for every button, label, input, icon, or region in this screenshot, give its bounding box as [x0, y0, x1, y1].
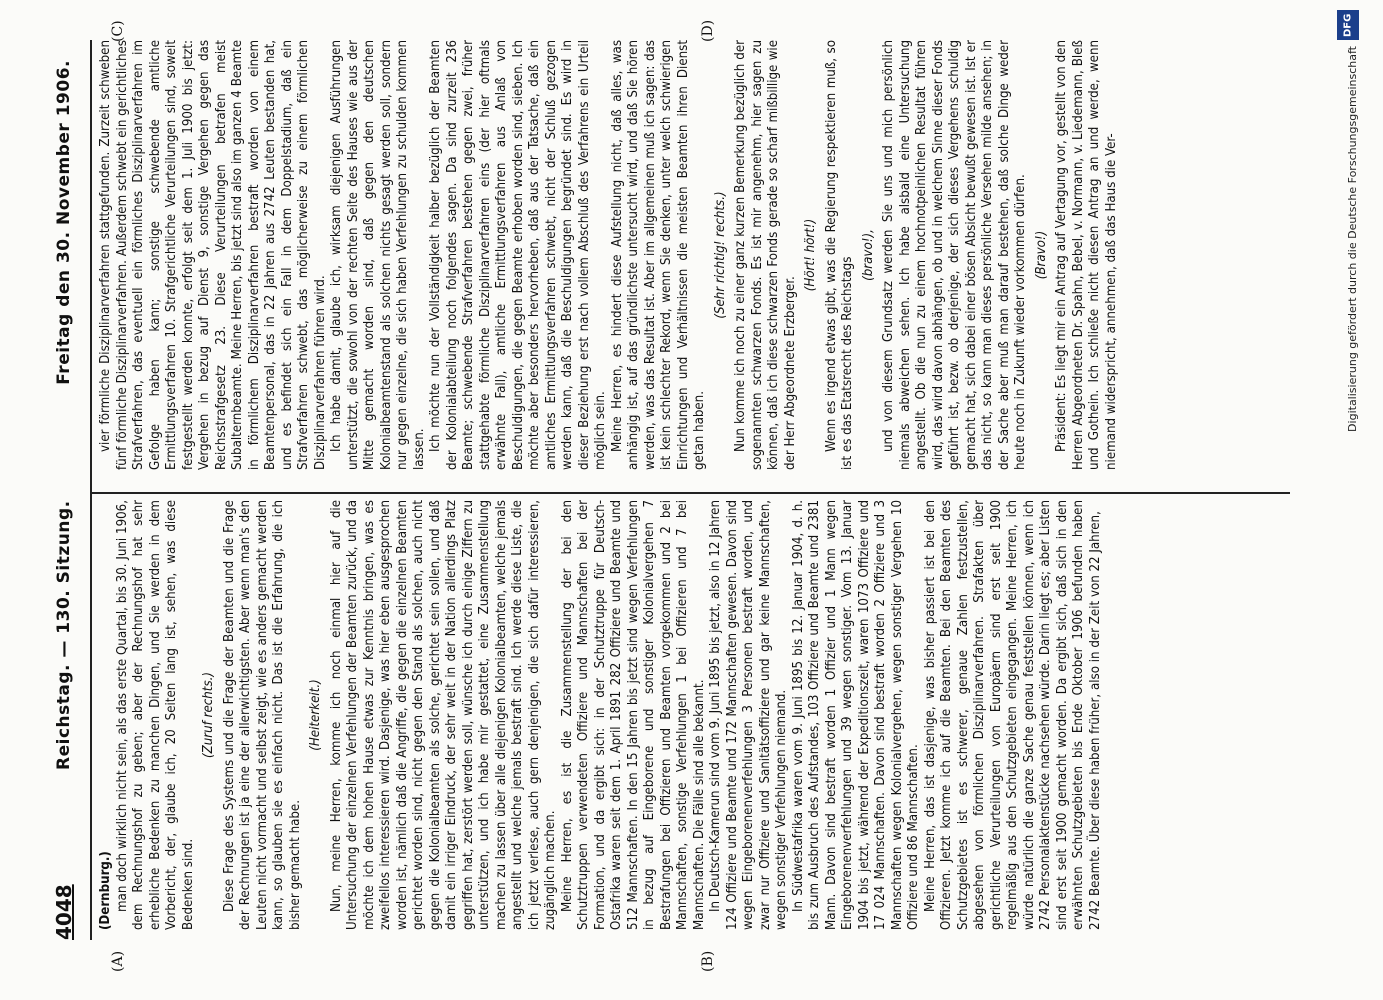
- interjection: (bravo!),: [860, 229, 876, 281]
- paragraph: Diese Frage des Systems und die Frage der Beamten und die Frage der Rechnungen ist ja eine der allerwichtigsten. Aber wenn man's den Leuten nicht vormacht und selbst zeigt, wie es anders gemacht werden kann, so glauben sie es einfach nicht. Das ist die Erfahrung, die ich bisher gemacht habe.: [221, 500, 303, 930]
- speaker-tag: (Dernburg.): [98, 851, 113, 930]
- running-head-left: Reichstag. — 130. Sitzung.: [54, 500, 74, 770]
- paragraph: Nun komme ich noch zu einer ganz kurzen Bemerkung bezüglich der sogenannten schwarzen Fonds. Es ist mir angenehm, hier sagen zu können, daß ich diese schwarzen Fonds gerade so scharf mißbillige wie der Herr Abgeordnete Erzberger.: [733, 40, 798, 470]
- paragraph: Meine Herren, es ist die Zusammenstellung der bei den Schutztruppen verwendeten Offiziere und Mannschaften bei der Formation, und da ergibt sich: in der Schutztruppe für Deutsch-Ostafrika waren seit dem 1. April 1891 282 Offiziere und Beamte und 512 Mannschaften. In den 15 Jahren bis jetzt sind wegen Verfehlungen in bezug auf Eingeborene und sonstiger Kolonialvergehen 7 Bestrafungen bei Offizieren und Beamten vorgekommen und 2 bei Mannschaften, sonstige Verfehlungen 1 bei Offizieren und 7 bei Mannschaften. Die Fälle sind alle bekannt.: [559, 500, 707, 930]
- margin-mark-b: (B): [700, 950, 716, 972]
- dfg-watermark: [1342, 0, 1365, 1000]
- paragraph: In Südwestafrika waren vom 9. Juni 1895 bis 12. Januar 1904, d. h. bis zum Ausbruch des Aufstandes, 103 Offiziere und Beamte und 2381 Mann. Davon sind bestraft worden 1 Offizier und 1 Mann wegen Eingeborenenverfehlungen und 39 wegen sonstiger. Vom 13. Januar 1904 bis jetzt, während der Expeditionszeit, waren 1073 Offiziere und 17 024 Mannschaften. Davon sind bestraft worden 2 Offiziere und 3 Mannschaften wegen Kolonialvergehen, wegen sonstiger Vergehen 10 Offiziere und 86 Mannschaften.: [790, 500, 921, 930]
- interjection: (Hört! hört!): [803, 218, 818, 292]
- running-head-right: Freitag den 30. November 1906.: [54, 60, 74, 385]
- paragraph: vier förmliche Disziplinarverfahren stattgefunden. Zurzeit schweben fünf förmliche Disziplinarverfahren. Außerdem schwebt ein gerichtliches Strafverfahren, das eventuell ein förmliches Disziplinarverfahren im Gefolge haben kann; sonstige schwebende amtliche Ermittlungsverfahren 10. Strafgerichtliche Verurteilungen sind, soweit festgestellt werden konnte, erfolgt seit dem 1. Juli 1900 bis jetzt: Vergehen in bezug auf Dienst 9, sonstige Vergehen gegen das Reichsstrafgesetz 23. Diese Verurteilungen betrafen meist Subalternbeamte. Meine Herren, bis jetzt sind also im ganzen 4 Beamte in förmlichem Disziplinarverfahren bestraft worden von einem Beamtenpersonal, das in 22 Jahren aus 2742 Leuten bestanden hat, und es befindet sich ein Fall in dem Doppelstadium, daß ein Strafverfahren schwebt, das möglicherweise zu einem förmlichen Disziplinarverfahren führen wird.: [98, 40, 328, 470]
- header-rule: [90, 40, 92, 940]
- interjection: (Bravo!): [1033, 230, 1049, 280]
- paragraph: man doch wirklich nicht sein, als das erste Quartal, bis 30. Juni 1906, dem Rechnungshof zu geben; aber der Rechnungshof hat sehr erhebliche Bedenken zu manchen Dingen, und Sie werden in dem Vorbericht, der, glaube ich, 20 Seiten lang ist, sehen, was diese Bedenken sind.: [114, 500, 196, 930]
- interjection: (Heiterkeit.): [308, 679, 323, 751]
- page-number: 4048: [52, 884, 76, 940]
- paragraph: Meine Herren, es hindert diese Aufstellung nicht, daß alles, was anhängig ist, auf das gründlichste untersucht wird, und daß Sie hören werden, was das Resultat ist. Aber im allgemeinen muß ich sagen: das ist kein schlechter Rekord, wenn Sie denken, unter welch schwierigen Einrichtungen und Verhältnissen die meisten Beamten ihren Dienst getan haben.: [609, 40, 707, 470]
- paragraph: In Deutsch-Kamerun sind vom 9. Juni 1895 bis jetzt, also in 12 Jahren 124 Offiziere und Beamte und 172 Mannschaften gewesen. Davon sind wegen Eingeborenenverfehlungen 3 Personen bestraft worden, und zwar nur Offiziere und Sanitätsoffiziere und gar keine Mannschaften, wegen sonstiger Verfehlungen niemand.: [708, 500, 789, 930]
- margin-mark-a: (A): [110, 950, 126, 972]
- paragraph: und von diesem Grundsatz werden Sie uns und mich persönlich niemals abweichen sehen. Ich habe alsbald eine Untersuchung angestellt. Ob die nun zu einem hochnotpeinlichen Resultat führen wird, das wird davon abhängen, ob und in welchem Sinne dieser Fonds geführt ist, bezw. ob derjenige, der sich dieses Vergehens schuldig gemacht hat, sich dabei einer bösen Absicht bewußt gewesen ist. Ist er das nicht, so kann man dieses persönliche Versehen milde ansehen; in der Sache aber muß man darauf bestehen, daß solche Dinge weder heute noch in Zukunft wieder vorkommen dürfen.: [881, 40, 1028, 470]
- interjection: (Sehr richtig! rechts.): [712, 191, 728, 319]
- column-divider: [90, 492, 1290, 494]
- dfg-logo: DFG: [1337, 10, 1359, 40]
- margin-mark-c: (C): [110, 20, 126, 42]
- paragraph: Ich möchte nun der Vollständigkeit halber bezüglich der Beamten der Kolonialabteilung noch folgendes sagen. Da sind zurzeit 236 Beamte; schwebende Strafverfahren bestehen gegen zwei, früher stattgehabte förmliche Disziplinarverfahren eins (der hier oftmals erwähnte Fall), amtliche Ermittlungsverfahren aus Anlaß von Beschuldigungen, die gegen Beamte erhoben worden sind, sieben. Ich möchte aber besonders hervorheben, daß aus der Tatsache, daß ein amtliches Ermittlungsverfahren schwebt, nicht der Schluß gezogen werden kann, daß die Beschuldigungen begründet sind. Es wird in dieser Beziehung erst nach vollem Abschluß des Verfahrens ein Urteil möglich sein.: [428, 40, 608, 470]
- margin-mark-d: (D): [700, 19, 716, 42]
- paragraph: Meine Herren, das ist dasjenige, was bisher passiert ist bei den Offizieren. Jetzt komme ich auf die Beamten. Bei den Beamten des Schutzgebietes ist es schwerer, genaue Zahlen festzustellen, abgesehen von förmlichen Disziplinarverfahren. Strafakten über gerichtliche Verurteilungen von Europäern sind erst seit 1900 regelmäßig aus den Schutzgebieten eingegangen. Meine Herren, ich würde natürlich die ganze Sache genau feststellen können, wenn ich 2742 Personalaktenstücke nachsehen würde. Darin liegt es; aber Listen sind erst seit 1900 gemacht worden. Da ergibt sich, daß sich in den erwähnten Schutzgebieten bis Ende Oktober 1906 befunden haben 2742 Beamte. Über diese haben früher, also in der Zeit von 22 Jahren,: [922, 500, 1103, 930]
- paragraph: Ich habe damit, glaube ich, wirksam diejenigen Ausführungen unterstützt, die sowohl von der rechten Seite des Hauses wie aus der Mitte gemacht worden sind, daß gegen den deutschen Kolonialbeamtenstand als solchen nichts gesagt werden soll, sondern nur gegen einzelne, die sich haben Verfehlungen zu schulden kommen lassen.: [329, 40, 427, 470]
- page-header: [52, 60, 84, 940]
- right-column: [98, 40, 1278, 470]
- interjection: (Zuruf rechts.): [201, 671, 216, 759]
- paragraph: Wenn es irgend etwas gibt, was die Regierung respektieren muß, so ist es das Etatsrecht des Reichstags: [823, 40, 855, 470]
- dfg-credit-text: Digitalisierung gefördert durch die Deutsche Forschungsgemeinschaft: [1346, 46, 1359, 432]
- paragraph: Nun, meine Herren, komme ich noch einmal hier auf die Untersuchung der einzelnen Verfehlungen der Beamten zurück, und da möchte ich dem hohen Hause etwas zur Kenntnis bringen, was es zweifellos interessieren wird. Dasjenige, was hier eben ausgesprochen worden ist, nämlich daß die Angriffe, die gegen die einzelnen Beamten gerichtet worden sind, nicht gegen den Stand als solchen, auch nicht gegen die Kolonialbeamten als solche, gerichtet sein sollen, und daß damit ein irriger Eindruck, der sehr weit in der Nation allerdings Platz gegriffen hat, zerstört werden soll, wünsche ich durch einige Ziffern zu unterstützen, und ich habe mir gestattet, eine Zusammenstellung machen zu lassen über alle diejenigen Kolonialbeamten, welche jemals angestellt und welche jemals bestraft sind. Ich werde diese Liste, die ich jetzt verlese, auch gern denjenigen, die sich dafür interessieren, zugänglich machen.: [328, 500, 558, 930]
- paragraph-president: Präsident: Es liegt mir ein Antrag auf Vertagung vor, gestellt von den Herren Abgeordneten Dr. Spahn, Bebel, v. Normann, v. Liedemann, Bleß und Gothein. Ich schließe nicht diesen Antrag an und werde, wenn niemand widerspricht, annehmen, daß das Haus die Ver-: [1054, 40, 1119, 470]
- left-column: [98, 500, 1278, 930]
